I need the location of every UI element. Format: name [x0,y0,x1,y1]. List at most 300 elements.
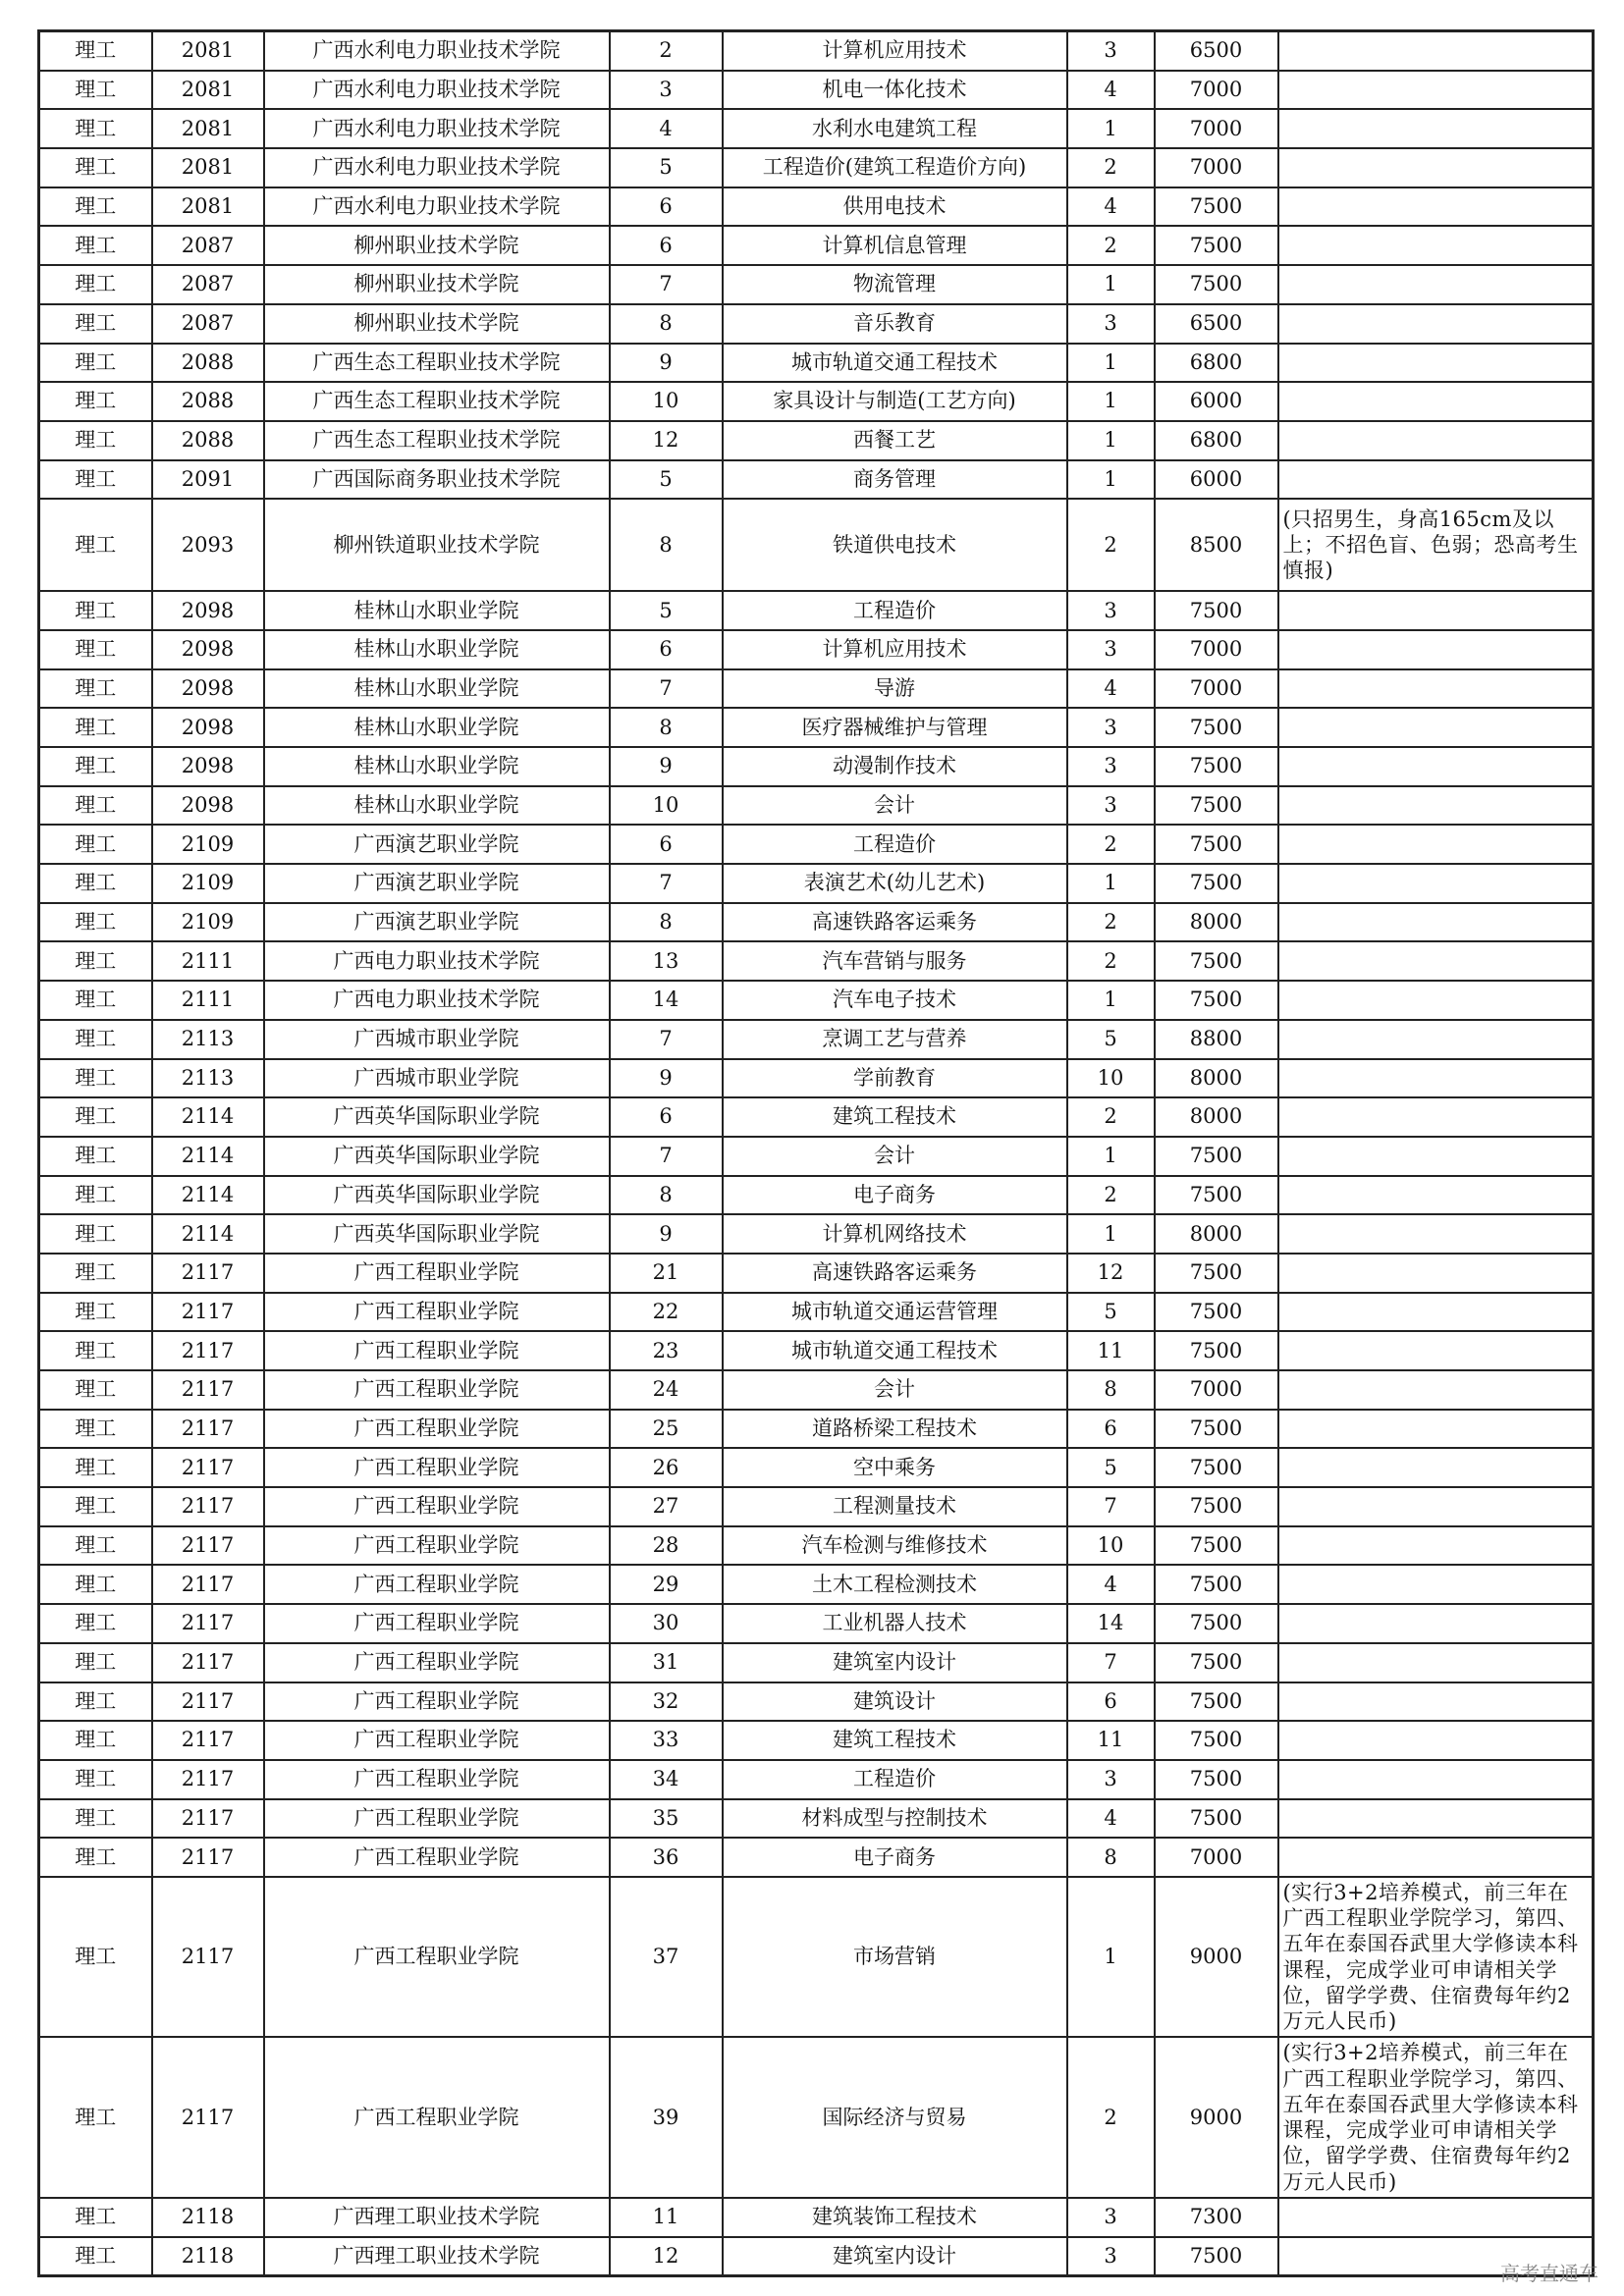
plan-count-cell: 4 [1067,187,1155,227]
major-name-cell: 建筑室内设计 [723,1643,1067,1682]
remarks-cell [1278,421,1594,460]
tuition-cell: 7500 [1155,941,1278,981]
category-cell: 理工 [39,1097,152,1137]
table-row [39,1643,1594,1682]
category-cell: 理工 [39,1604,152,1643]
tuition-cell: 6800 [1155,344,1278,383]
plan-count-cell: 2 [1067,499,1155,591]
table-row [39,1487,1594,1526]
major-name-cell: 高速铁路客运乘务 [723,903,1067,942]
major-name-cell: 市场营销 [723,1877,1067,2038]
plan-count-cell: 1 [1067,265,1155,304]
table-row [39,1448,1594,1487]
major-number-cell: 9 [610,747,723,786]
category-cell: 理工 [39,1682,152,1722]
school-name-cell: 广西工程职业学院 [264,1877,610,2038]
school-code-cell: 2114 [152,1214,264,1254]
tuition-cell: 7500 [1155,1448,1278,1487]
remarks-cell [1278,1682,1594,1722]
major-name-cell: 机电一体化技术 [723,71,1067,110]
tuition-cell: 7500 [1155,1293,1278,1332]
admission-plan-table [37,29,1595,2277]
school-name-cell: 广西演艺职业学院 [264,825,610,864]
category-cell: 理工 [39,1448,152,1487]
remarks-cell [1278,31,1594,71]
plan-count-cell: 2 [1067,2037,1155,2198]
table-row [39,1721,1594,1760]
tuition-cell: 7000 [1155,1370,1278,1410]
plan-count-cell: 1 [1067,1214,1155,1254]
table-row [39,304,1594,344]
major-number-cell: 32 [610,1682,723,1722]
plan-count-cell: 3 [1067,304,1155,344]
table-row [39,1254,1594,1293]
tuition-cell: 6000 [1155,382,1278,421]
category-cell: 理工 [39,109,152,148]
major-number-cell: 39 [610,2037,723,2198]
plan-count-cell: 8 [1067,1838,1155,1877]
category-cell: 理工 [39,1526,152,1566]
school-code-cell: 2117 [152,1526,264,1566]
major-number-cell: 34 [610,1760,723,1799]
major-number-cell: 29 [610,1565,723,1604]
school-name-cell: 广西生态工程职业技术学院 [264,421,610,460]
major-name-cell: 工业机器人技术 [723,1604,1067,1643]
table-row [39,1838,1594,1877]
tuition-cell: 7000 [1155,630,1278,669]
school-name-cell: 广西英华国际职业学院 [264,1176,610,1215]
table-row [39,1097,1594,1137]
school-name-cell: 广西工程职业学院 [264,1799,610,1839]
remarks-cell [1278,630,1594,669]
major-number-cell: 7 [610,1137,723,1176]
remarks-cell [1278,1487,1594,1526]
school-code-cell: 2117 [152,1331,264,1370]
table-row [39,1331,1594,1370]
plan-count-cell: 3 [1067,1760,1155,1799]
school-name-cell: 广西工程职业学院 [264,1721,610,1760]
plan-count-cell: 10 [1067,1526,1155,1566]
school-code-cell: 2111 [152,941,264,981]
remarks-cell [1278,1331,1594,1370]
tuition-cell: 7500 [1155,1176,1278,1215]
major-number-cell: 8 [610,903,723,942]
school-code-cell: 2091 [152,460,264,500]
major-name-cell: 家具设计与制造(工艺方向) [723,382,1067,421]
school-name-cell: 广西工程职业学院 [264,1526,610,1566]
major-number-cell: 33 [610,1721,723,1760]
major-name-cell: 城市轨道交通工程技术 [723,344,1067,383]
category-cell: 理工 [39,1760,152,1799]
category-cell: 理工 [39,1331,152,1370]
school-code-cell: 2117 [152,1410,264,1449]
tuition-cell: 7500 [1155,1565,1278,1604]
major-number-cell: 31 [610,1643,723,1682]
plan-count-cell: 3 [1067,630,1155,669]
category-cell: 理工 [39,1565,152,1604]
school-name-cell: 广西工程职业学院 [264,1254,610,1293]
major-number-cell: 22 [610,1293,723,1332]
major-name-cell: 西餐工艺 [723,421,1067,460]
tuition-cell: 7500 [1155,1331,1278,1370]
school-name-cell: 广西生态工程职业技术学院 [264,344,610,383]
major-number-cell: 6 [610,1097,723,1137]
category-cell: 理工 [39,31,152,71]
school-name-cell: 广西水利电力职业技术学院 [264,71,610,110]
major-name-cell: 商务管理 [723,460,1067,500]
school-code-cell: 2098 [152,786,264,826]
table-row [39,1565,1594,1604]
category-cell: 理工 [39,864,152,903]
table-row [39,1410,1594,1449]
major-name-cell: 城市轨道交通运营管理 [723,1293,1067,1332]
table-row [39,1137,1594,1176]
major-number-cell: 5 [610,148,723,187]
remarks-cell [1278,1721,1594,1760]
school-code-cell: 2088 [152,421,264,460]
category-cell: 理工 [39,1293,152,1332]
plan-count-cell: 1 [1067,1137,1155,1176]
tuition-cell: 6800 [1155,421,1278,460]
remarks-cell [1278,460,1594,500]
remarks-cell [1278,1410,1594,1449]
tuition-cell: 6000 [1155,460,1278,500]
plan-count-cell: 1 [1067,1877,1155,2038]
major-name-cell: 电子商务 [723,1838,1067,1877]
major-name-cell: 水利水电建筑工程 [723,109,1067,148]
major-number-cell: 8 [610,499,723,591]
major-number-cell: 4 [610,109,723,148]
category-cell: 理工 [39,591,152,630]
school-name-cell: 广西电力职业技术学院 [264,941,610,981]
remarks-cell [1278,1176,1594,1215]
school-name-cell: 广西英华国际职业学院 [264,1097,610,1137]
tuition-cell: 7500 [1155,265,1278,304]
school-code-cell: 2109 [152,825,264,864]
table-row [39,1176,1594,1215]
plan-count-cell: 2 [1067,1097,1155,1137]
major-number-cell: 3 [610,71,723,110]
category-cell: 理工 [39,747,152,786]
major-name-cell: 学前教育 [723,1059,1067,1098]
remarks-cell [1278,747,1594,786]
category-cell: 理工 [39,1370,152,1410]
category-cell: 理工 [39,71,152,110]
category-cell: 理工 [39,1877,152,2038]
school-name-cell: 广西工程职业学院 [264,1293,610,1332]
tuition-cell: 8800 [1155,1020,1278,1059]
tuition-cell: 7500 [1155,1799,1278,1839]
major-number-cell: 12 [610,421,723,460]
table-row [39,1799,1594,1839]
tuition-cell: 7500 [1155,1137,1278,1176]
table-row [39,187,1594,227]
category-cell: 理工 [39,903,152,942]
category-cell: 理工 [39,1020,152,1059]
category-cell: 理工 [39,1643,152,1682]
table-row [39,669,1594,709]
remarks-cell [1278,591,1594,630]
school-code-cell: 2114 [152,1176,264,1215]
table-row [39,2237,1594,2276]
school-code-cell: 2114 [152,1137,264,1176]
school-code-cell: 2118 [152,2237,264,2276]
plan-count-cell: 3 [1067,2198,1155,2237]
table-row [39,941,1594,981]
plan-count-cell: 1 [1067,421,1155,460]
major-number-cell: 24 [610,1370,723,1410]
plan-count-cell: 14 [1067,1604,1155,1643]
school-code-cell: 2113 [152,1059,264,1098]
tuition-cell: 7300 [1155,2198,1278,2237]
tuition-cell: 8000 [1155,1097,1278,1137]
school-name-cell: 广西电力职业技术学院 [264,981,610,1020]
major-number-cell: 26 [610,1448,723,1487]
tuition-cell: 7500 [1155,1643,1278,1682]
major-number-cell: 14 [610,981,723,1020]
remarks-cell [1278,1059,1594,1098]
school-name-cell: 广西工程职业学院 [264,1643,610,1682]
category-cell: 理工 [39,1721,152,1760]
school-code-cell: 2111 [152,981,264,1020]
school-code-cell: 2117 [152,1370,264,1410]
plan-count-cell: 1 [1067,864,1155,903]
school-code-cell: 2117 [152,1448,264,1487]
major-name-cell: 城市轨道交通工程技术 [723,1331,1067,1370]
tuition-cell: 7500 [1155,1526,1278,1566]
category-cell: 理工 [39,187,152,227]
major-number-cell: 27 [610,1487,723,1526]
major-name-cell: 汽车营销与服务 [723,941,1067,981]
tuition-cell: 7000 [1155,71,1278,110]
major-name-cell: 电子商务 [723,1176,1067,1215]
major-number-cell: 28 [610,1526,723,1566]
table-row [39,382,1594,421]
remarks-cell [1278,825,1594,864]
remarks-cell [1278,1760,1594,1799]
table-row [39,148,1594,187]
category-cell: 理工 [39,2037,152,2198]
category-cell: 理工 [39,825,152,864]
major-name-cell: 动漫制作技术 [723,747,1067,786]
tuition-cell: 7500 [1155,1410,1278,1449]
plan-count-cell: 12 [1067,1254,1155,1293]
school-name-cell: 广西城市职业学院 [264,1020,610,1059]
table-row [39,630,1594,669]
school-code-cell: 2098 [152,669,264,709]
plan-count-cell: 6 [1067,1410,1155,1449]
major-number-cell: 5 [610,591,723,630]
tuition-cell: 7500 [1155,226,1278,265]
school-name-cell: 广西工程职业学院 [264,1370,610,1410]
table-row [39,31,1594,71]
school-name-cell: 桂林山水职业学院 [264,786,610,826]
remarks-cell [1278,1448,1594,1487]
major-name-cell: 土木工程检测技术 [723,1565,1067,1604]
major-number-cell: 6 [610,187,723,227]
table-row [39,265,1594,304]
major-name-cell: 计算机信息管理 [723,226,1067,265]
remarks-cell [1278,2198,1594,2237]
category-cell: 理工 [39,941,152,981]
remarks-cell [1278,109,1594,148]
school-code-cell: 2087 [152,226,264,265]
school-name-cell: 桂林山水职业学院 [264,747,610,786]
remarks-cell: (实行3+2培养模式，前三年在广西工程职业学院学习，第四、五年在泰国吞武里大学修读本科课程，完成学业可申请相关学位，留学学费、住宿费每年约2万元人民币) [1278,2037,1594,2198]
major-name-cell: 导游 [723,669,1067,709]
major-name-cell: 建筑室内设计 [723,2237,1067,2276]
school-name-cell: 广西理工职业技术学院 [264,2237,610,2276]
table-row [39,2198,1594,2237]
plan-count-cell: 1 [1067,382,1155,421]
school-name-cell: 柳州职业技术学院 [264,226,610,265]
major-number-cell: 30 [610,1604,723,1643]
school-code-cell: 2081 [152,31,264,71]
school-code-cell: 2093 [152,499,264,591]
plan-count-cell: 11 [1067,1721,1155,1760]
category-cell: 理工 [39,460,152,500]
major-number-cell: 10 [610,786,723,826]
table-row [39,591,1594,630]
remarks-cell [1278,148,1594,187]
table-row [39,1604,1594,1643]
plan-count-cell: 3 [1067,786,1155,826]
major-number-cell: 5 [610,460,723,500]
school-name-cell: 广西水利电力职业技术学院 [264,109,610,148]
major-name-cell: 建筑工程技术 [723,1721,1067,1760]
major-number-cell: 8 [610,1176,723,1215]
major-number-cell: 7 [610,864,723,903]
school-code-cell: 2081 [152,109,264,148]
major-number-cell: 6 [610,226,723,265]
plan-count-cell: 5 [1067,1293,1155,1332]
plan-count-cell: 3 [1067,2237,1155,2276]
major-name-cell: 烹调工艺与营养 [723,1020,1067,1059]
tuition-cell: 7500 [1155,591,1278,630]
major-name-cell: 材料成型与控制技术 [723,1799,1067,1839]
tuition-cell: 7500 [1155,1760,1278,1799]
school-code-cell: 2117 [152,1643,264,1682]
category-cell: 理工 [39,1838,152,1877]
school-code-cell: 2087 [152,265,264,304]
tuition-cell: 7500 [1155,747,1278,786]
school-code-cell: 2109 [152,903,264,942]
tuition-cell: 7500 [1155,2237,1278,2276]
plan-count-cell: 4 [1067,1799,1155,1839]
table-row [39,1526,1594,1566]
plan-count-cell: 2 [1067,903,1155,942]
school-code-cell: 2098 [152,747,264,786]
tuition-cell: 7500 [1155,825,1278,864]
major-name-cell: 计算机应用技术 [723,31,1067,71]
table-row [39,1059,1594,1098]
tuition-cell: 8000 [1155,1214,1278,1254]
table-row [39,1214,1594,1254]
school-name-cell: 桂林山水职业学院 [264,708,610,747]
category-cell: 理工 [39,786,152,826]
school-name-cell: 广西工程职业学院 [264,1487,610,1526]
major-name-cell: 工程测量技术 [723,1487,1067,1526]
tuition-cell: 6500 [1155,31,1278,71]
major-name-cell: 空中乘务 [723,1448,1067,1487]
school-code-cell: 2098 [152,591,264,630]
school-code-cell: 2117 [152,1760,264,1799]
remarks-cell [1278,1020,1594,1059]
remarks-cell [1278,1214,1594,1254]
major-number-cell: 10 [610,382,723,421]
major-name-cell: 会计 [723,786,1067,826]
major-number-cell: 23 [610,1331,723,1370]
remarks-cell [1278,1293,1594,1332]
table-row [39,903,1594,942]
category-cell: 理工 [39,1214,152,1254]
major-name-cell: 会计 [723,1370,1067,1410]
plan-count-cell: 4 [1067,669,1155,709]
table-row [39,71,1594,110]
school-code-cell: 2117 [152,1604,264,1643]
major-number-cell: 7 [610,669,723,709]
tuition-cell: 7000 [1155,1838,1278,1877]
category-cell: 理工 [39,1410,152,1449]
plan-count-cell: 7 [1067,1487,1155,1526]
tuition-cell: 7500 [1155,1604,1278,1643]
category-cell: 理工 [39,669,152,709]
category-cell: 理工 [39,981,152,1020]
plan-count-cell: 2 [1067,941,1155,981]
plan-count-cell: 1 [1067,109,1155,148]
plan-count-cell: 4 [1067,71,1155,110]
category-cell: 理工 [39,304,152,344]
major-name-cell: 医疗器械维护与管理 [723,708,1067,747]
plan-count-cell: 5 [1067,1448,1155,1487]
remarks-cell [1278,1254,1594,1293]
major-number-cell: 12 [610,2237,723,2276]
tuition-cell: 7500 [1155,786,1278,826]
category-cell: 理工 [39,382,152,421]
plan-count-cell: 8 [1067,1370,1155,1410]
category-cell: 理工 [39,630,152,669]
remarks-cell [1278,344,1594,383]
school-code-cell: 2117 [152,1799,264,1839]
table-row [39,708,1594,747]
school-code-cell: 2081 [152,148,264,187]
school-code-cell: 2117 [152,1254,264,1293]
school-name-cell: 柳州职业技术学院 [264,265,610,304]
school-code-cell: 2117 [152,2037,264,2198]
remarks-cell [1278,941,1594,981]
major-number-cell: 6 [610,825,723,864]
plan-count-cell: 2 [1067,148,1155,187]
tuition-cell: 9000 [1155,2037,1278,2198]
plan-count-cell: 11 [1067,1331,1155,1370]
plan-count-cell: 5 [1067,1020,1155,1059]
major-name-cell: 汽车检测与维修技术 [723,1526,1067,1566]
major-name-cell: 建筑装饰工程技术 [723,2198,1067,2237]
category-cell: 理工 [39,148,152,187]
school-name-cell: 广西工程职业学院 [264,1410,610,1449]
category-cell: 理工 [39,421,152,460]
tuition-cell: 8500 [1155,499,1278,591]
major-number-cell: 7 [610,265,723,304]
plan-count-cell: 3 [1067,747,1155,786]
school-code-cell: 2109 [152,864,264,903]
table-row [39,1293,1594,1332]
plan-count-cell: 2 [1067,226,1155,265]
category-cell: 理工 [39,1799,152,1839]
remarks-cell [1278,71,1594,110]
school-code-cell: 2098 [152,708,264,747]
tuition-cell: 7500 [1155,1721,1278,1760]
